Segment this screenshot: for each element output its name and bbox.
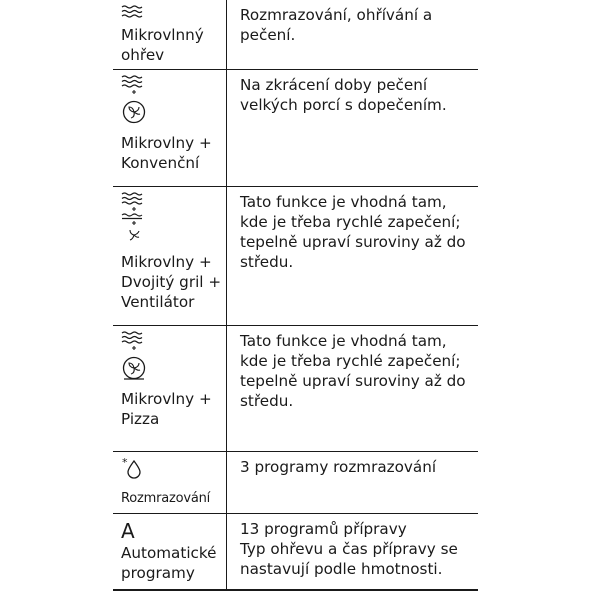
function-label-cell	[113, 326, 226, 451]
function-table	[113, 0, 478, 591]
function-label-line: Rozmrazování	[121, 491, 211, 506]
description-line: 3 programy rozmrazování	[240, 458, 437, 476]
description-line: Tato funkce je vhodná tam,	[240, 332, 447, 350]
function-row-auto-programs	[113, 514, 478, 591]
function-label-line: Mikrovlny +	[121, 134, 212, 152]
function-label-line: Automatické	[121, 544, 217, 562]
description-line: nastavují podle hmotnosti.	[240, 560, 443, 578]
function-description-cell	[226, 514, 478, 589]
function-row-defrost	[113, 452, 478, 514]
letter-a-icon: A	[121, 519, 135, 543]
defrost-drop-icon	[121, 457, 145, 479]
description-line: tepelně upraví suroviny až do	[240, 372, 466, 390]
function-label-cell	[113, 187, 226, 325]
description-line: velkých porcí s dopečením.	[240, 96, 447, 114]
function-row-microwave-grill-fan	[113, 187, 478, 326]
function-row-microwave-convection	[113, 70, 478, 187]
function-label-line: Ventilátor	[121, 293, 195, 311]
function-description-cell	[226, 70, 478, 186]
microwave-plus-convection-icon	[121, 75, 147, 127]
function-label-line: ohřev	[121, 46, 165, 64]
function-label-line: Dvojitý gril +	[121, 273, 222, 291]
function-description-cell	[226, 0, 478, 69]
svg-text:*: *	[122, 457, 128, 469]
description-line: pečení.	[240, 26, 296, 44]
function-label-line: Konvenční	[121, 154, 200, 172]
function-label-line: programy	[121, 564, 195, 582]
description-line: středu.	[240, 253, 294, 271]
function-description-cell	[226, 187, 478, 325]
function-row-microwave	[113, 0, 478, 70]
description-line: Tato funkce je vhodná tam,	[240, 193, 447, 211]
function-description-cell	[226, 452, 478, 513]
function-label-line: Pizza	[121, 410, 160, 428]
description-line: 13 programů přípravy	[240, 520, 407, 538]
function-label-line: Mikrovlny +	[121, 253, 212, 271]
microwave-plus-pizza-icon	[121, 331, 147, 383]
description-line: tepelně upraví suroviny až do	[240, 233, 466, 251]
function-label-line: Mikrovlnný	[121, 26, 204, 44]
description-line: kde je třeba rychlé zapečení;	[240, 352, 461, 370]
microwave-waves-icon	[121, 5, 143, 18]
function-label-line: Mikrovlny +	[121, 390, 212, 408]
description-line: kde je třeba rychlé zapečení;	[240, 213, 461, 231]
function-label-cell	[113, 514, 226, 589]
function-label-cell	[113, 452, 226, 513]
function-label-cell	[113, 70, 226, 186]
description-line: středu.	[240, 392, 294, 410]
description-line: Rozmrazování, ohřívání a	[240, 6, 433, 24]
function-label-cell	[113, 0, 226, 69]
description-line: Na zkrácení doby pečení	[240, 76, 428, 94]
function-description-cell	[226, 326, 478, 451]
microwave-plus-grill-fan-icon	[121, 192, 147, 242]
description-line: Typ ohřevu a čas přípravy se	[240, 540, 458, 558]
function-row-microwave-pizza	[113, 326, 478, 452]
